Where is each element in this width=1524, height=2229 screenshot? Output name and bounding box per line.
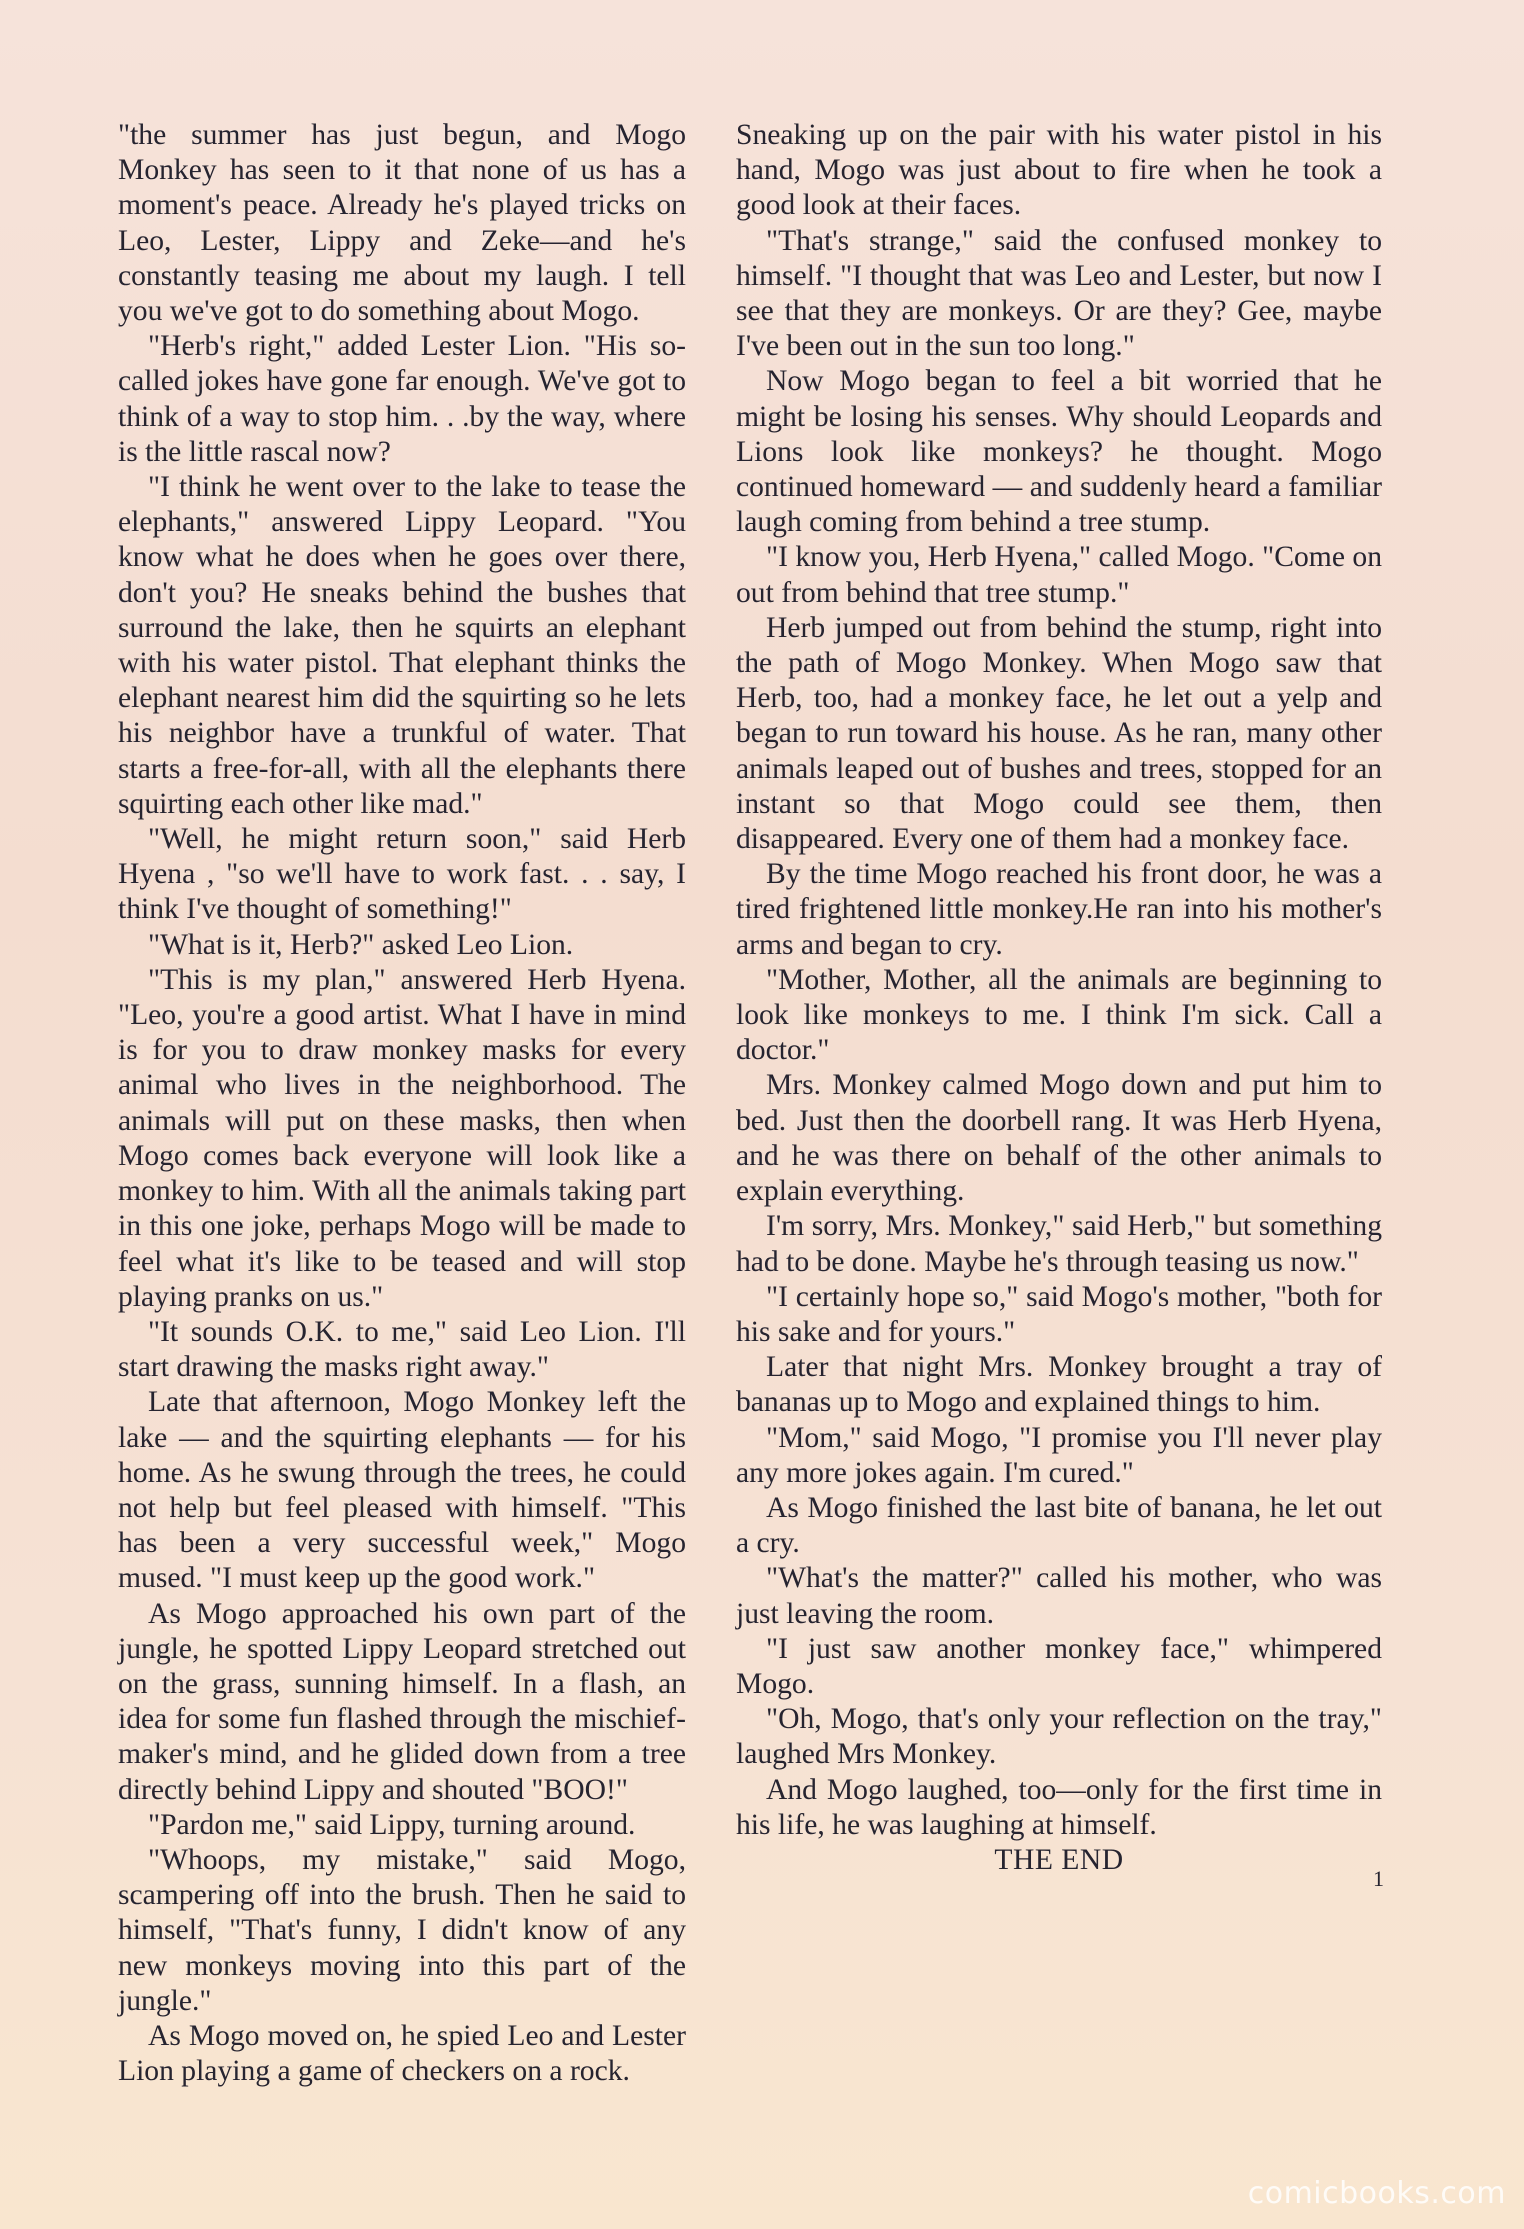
left-text-column — [118, 118, 686, 2089]
story-paragraph: "Oh, Mogo, that's only your reflection on the tray," laughed Mrs Monkey. — [736, 1703, 1382, 1771]
watermark-logo: comicbooks.com — [1247, 2176, 1506, 2211]
story-paragraph: As Mogo approached his own part of the jungle, he spotted Lippy Leopard stretched out on the grass, sunning himself. In a flash, an idea for some fun flashed through the mischief-maker's mind, and he glided down from a tree directly behind Lippy and shouted "BOO!" — [118, 1597, 686, 1806]
story-paragraph: "Pardon me," said Lippy, turning around. — [148, 1808, 636, 1841]
story-paragraph: "It sounds O.K. to me," said Leo Lion. I'll start drawing the masks right away." — [118, 1315, 686, 1384]
story-paragraph: Sneaking up on the pair with his water pistol in his hand, Mogo was just about to fire when he took a good look at their faces. — [736, 119, 1382, 222]
story-paragraph: Mrs. Monkey calmed Mogo down and put him to bed. Just then the doorbell rang. It was Herb Hyena, and he was there on behalf of the other animals to explain everything. — [736, 1069, 1382, 1208]
story-paragraph: As Mogo moved on, he spied Leo and Lester Lion playing a game of checkers on a rock. — [118, 2019, 686, 2088]
story-paragraph: "Whoops, my mistake," said Mogo, scampering off into the brush. Then he said to himself, "That's funny, I didn't know of any new monkeys moving into this part of the jungle." — [118, 1843, 686, 2017]
story-paragraph: Later that night Mrs. Monkey brought a tray of bananas up to Mogo and explained things to him. — [736, 1351, 1382, 1419]
story-paragraph: Now Mogo began to feel a bit worried that he might be losing his senses. Why should Leopards and Lions look like monkeys? he thought. Mogo continued homeward — and suddenly heard a familiar laugh coming from behind a tree stump. — [736, 365, 1382, 539]
story-paragraph: By the time Mogo reached his front door, he was a tired frightened little monkey.He ran into his mother's arms and began to cry. — [736, 858, 1382, 961]
story-paragraph: "Mom," said Mogo, "I promise you I'll never play any more jokes again. I'm cured." — [736, 1421, 1382, 1489]
story-paragraph: Herb jumped out from behind the stump, right into the path of Mogo Monkey. When Mogo saw that Herb, too, had a monkey face, he let out a yelp and began to run toward his house. As he ran, many other animals leaped out of bushes and trees, stopped for an instant so that Mogo could see them, then disappeared. Every one of them had a monkey face. — [736, 611, 1382, 856]
story-paragraph: And Mogo laughed, too—only for the first time in his life, he was laughing at himself. — [736, 1773, 1382, 1841]
story-paragraph: "I think he went over to the lake to tease the elephants," answered Lippy Leopard. "You know what he does when he goes over there, don't you? He sneaks behind the bushes that surround the lake, then he squirts an elephant with his water pistol. That elephant thinks the elephant nearest him did the squirting so he lets his neighbor have a trunkful of water. That starts a free-for-all, with all the elephants there squirting each other like mad." — [118, 471, 686, 820]
story-paragraph: "I know you, Herb Hyena," called Mogo. "Come on out from behind that tree stump." — [736, 541, 1382, 609]
story-paragraph: "Mother, Mother, all the animals are beginning to look like monkeys to me. I think I'm sick. Call a doctor." — [736, 963, 1382, 1067]
story-paragraph: "That's strange," said the confused monkey to himself. "I thought that was Leo and Lester, but now I see that they are monkeys. Or are they? Gee, maybe I've been out in the sun too long." — [736, 224, 1382, 363]
story-paragraph: I'm sorry, Mrs. Monkey," said Herb," but something had to be done. Maybe he's through teasing us now." — [736, 1210, 1382, 1278]
story-paragraph: As Mogo finished the last bite of banana, he let out a cry. — [736, 1491, 1382, 1560]
right-text-column — [736, 118, 1382, 1878]
story-paragraph: Late that afternoon, Mogo Monkey left the lake — and the squirting elephants — for his home. As he swung through the trees, he could not help but feel pleased with himself. "This has been a very successful week," Mogo mused. "I must keep up the good work." — [118, 1386, 686, 1595]
story-paragraph: "the summer has just begun, and Mogo Monkey has seen to it that none of us has a moment's peace. Already he's played tricks on Leo, Lester, Lippy and Zeke—and he's constantly teasing me about my laugh. I tell you we've got to do something about Mogo. — [118, 119, 686, 328]
story-paragraph: "I certainly hope so," said Mogo's mother, "both for his sake and for yours." — [736, 1280, 1382, 1348]
story-paragraph: "Herb's right," added Lester Lion. "His so-called jokes have gone far enough. We've got to think of a way to stop him. . .by the way, where is the little rascal now? — [118, 330, 686, 468]
story-paragraph: "Well, he might return soon," said Herb Hyena , "so we'll have to work fast. . . say, I think I've thought of something!" — [118, 823, 686, 926]
story-paragraph: "This is my plan," answered Herb Hyena. "Leo, you're a good artist. What I have in mind is for you to draw monkey masks for every animal who lives in the neighborhood. The animals will put on these masks, then when Mogo comes back everyone will look like a monkey to him. With all the animals taking part in this one joke, perhaps Mogo will be made to feel what it's like to be teased and will stop playing pranks on us." — [118, 963, 686, 1313]
the-end-label: THE END — [994, 1843, 1124, 1876]
story-paragraph: "I just saw another monkey face," whimpered Mogo. — [736, 1632, 1382, 1700]
page-number: 1 — [1373, 1866, 1384, 1891]
story-paragraph: "What's the matter?" called his mother, who was just leaving the room. — [736, 1562, 1382, 1630]
story-paragraph: "What is it, Herb?" asked Leo Lion. — [148, 928, 574, 961]
